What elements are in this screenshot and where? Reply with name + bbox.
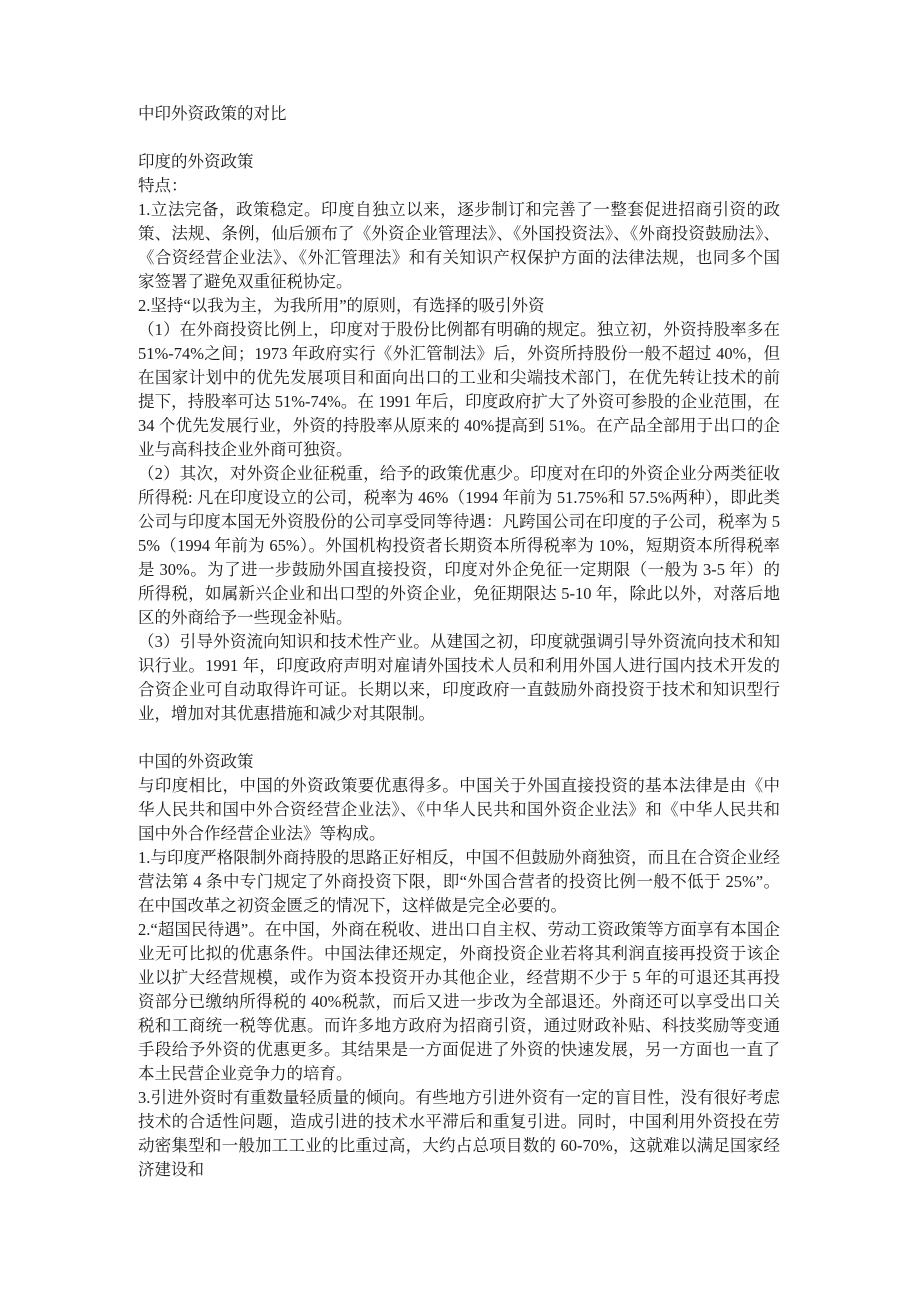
section-heading-india-policy: 印度的外资政策	[138, 152, 254, 171]
para-india-point-2: 2.坚持“以我为主，为我所用”的原则，有选择的吸引外资	[138, 296, 545, 315]
section-heading-china-policy: 中国的外资政策	[138, 752, 254, 771]
para-china-intro: 与印度相比，中国的外资政策要优惠得多。中国关于外国直接投资的基本法律是由《中华人民共和国中外合资经营企业法》、《中华人民共和国外资企业法》和《中华人民共和国中外合作经营企业法》等构成。	[138, 776, 780, 843]
para-china-point-1: 1.与印度严格限制外商持股的思路正好相反，中国不但鼓励外商独资，而且在合资企业经营法第 4 条中专门规定了外商投资下限，即“外国合营者的投资比例一般不低于 25%”。在中国改革之初资金匮乏的情况下，这样做是完全必要的。	[138, 848, 780, 915]
features-label: 特点：	[138, 176, 188, 195]
document-title: 中印外资政策的对比	[138, 104, 287, 123]
blank-line	[138, 126, 780, 150]
para-china-point-2: 2.“超国民待遇”。在中国，外商在税收、进出口自主权、劳动工资政策等方面享有本国企业无可比拟的优惠条件。中国法律还规定，外商投资企业若将其利润直接再投资于该企业以扩大经营规模，或作为资本投资开办其他企业，经营期不少于 5 年的可退还其再投资部分已缴纳所得税的 40%税款，而后又进一步改为全部退还。外商还可以享受出口关税和工商统一税等优惠。而许多地方政府为招商引资，通过财政补贴、科技奖励等变通手段给予外资的优惠更多。其结果是一方面促进了外资的快速发展，另一方面也一直了本土民营企业竞争力的培育。	[138, 920, 780, 1083]
blank-line	[138, 726, 780, 750]
para-india-point-1: 1.立法完备，政策稳定。印度自独立以来，逐步制订和完善了一整套促进招商引资的政策、法规、条例，仙后颁布了《外资企业管理法》、《外国投资法》、《外商投资鼓励法》、《合资经营企业法》、《外汇管理法》和有关知识产权保护方面的法律法规，也同多个国家签署了避免双重征税协定。	[138, 200, 780, 291]
para-india-point-2-sub-1: （1）在外商投资比例上，印度对于股份比例都有明确的规定。独立初，外资持股率多在 51%-74%之间；1973 年政府实行《外汇管制法》后，外资所持股份一般不超过 40%，但在国家计划中的优先发展项目和面向出口的工业和尖端技术部门，在优先转让技术的前提下，持股率可达 51%-74%。在 1991 年后，印度政府扩大了外资可参股的企业范围，在 34 个优先发展行业，外资的持股率从原来的 40%提高到 51%。在产品全部用于出口的企业与高科技企业外商可独资。	[138, 320, 780, 459]
para-india-point-3: （3）引导外资流向知识和技术性产业。从建国之初，印度就强调引导外资流向技术和知识行业。1991 年，印度政府声明对雇请外国技术人员和利用外国人进行国内技术开发的合资企业可自动取得许可证。长期以来，印度政府一直鼓励外商投资于技术和知识型行业，增加对其优惠措施和减少对其限制。	[138, 632, 780, 723]
para-china-point-3: 3.引进外资时有重数量轻质量的倾向。有些地方引进外资有一定的盲目性，没有很好考虑技术的合适性问题，造成引进的技术水平滞后和重复引进。同时，中国利用外资投在劳动密集型和一般加工工业的比重过高，大约占总项目数的 60-70%，这就难以满足国家经济建设和	[138, 1088, 780, 1179]
para-india-point-2-sub-2: （2）其次，对外资企业征税重，给予的政策优惠少。印度对在印的外资企业分两类征收所得税: 凡在印度设立的公司，税率为 46%（1994 年前为 51.75%和 57.5%两种），即此类公司与印度本国无外资股份的公司享受同等待遇：凡跨国公司在印度的子公司，税率为 55%（1994 年前为 65%）。外国机构投资者长期资本所得税率为 10%，短期资本所得税率是 30%。为了进一步鼓励外国直接投资，印度对外企免征一定期限（一般为 3-5 年）的所得税，如属新兴企业和出口型的外资企业，免征期限达 5-10 年，除此以外，对落后地区的外商给予一些现金补贴。	[138, 464, 780, 627]
